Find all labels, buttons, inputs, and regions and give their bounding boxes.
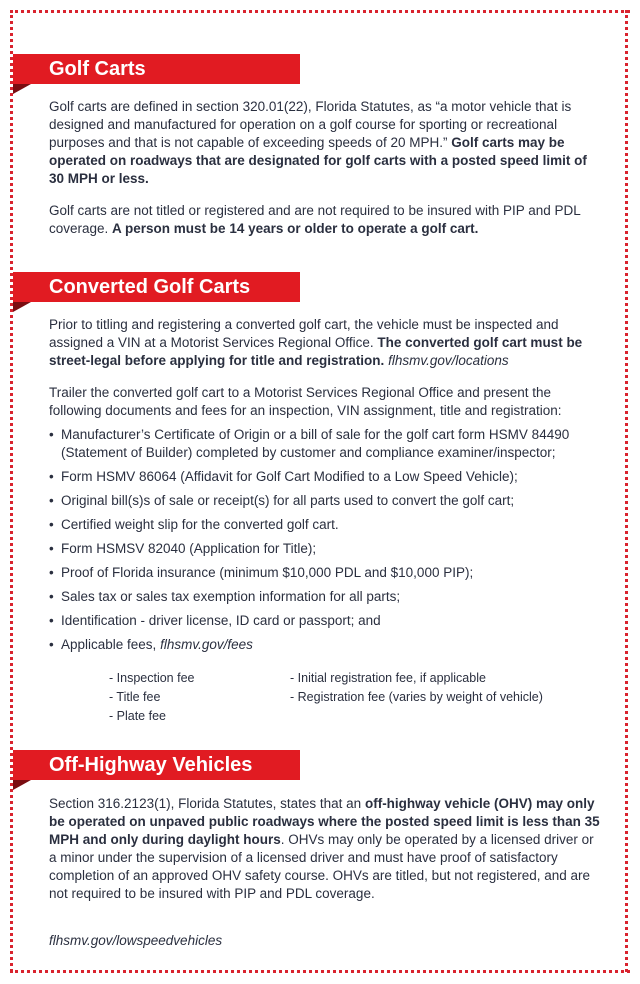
banner-fold bbox=[13, 84, 31, 94]
list-item: • Sales tax or sales tax exemption information for all parts; bbox=[49, 588, 604, 606]
list-item-fees: • Applicable fees, flhsmv.gov/fees bbox=[49, 636, 604, 654]
golf-carts-heading: Golf Carts bbox=[13, 54, 300, 84]
fee-item: - Initial registration fee, if applicable bbox=[290, 669, 543, 688]
list-item: • Certified weight slip for the converted golf cart. bbox=[49, 516, 604, 534]
fee-item: - Inspection fee bbox=[109, 669, 194, 688]
converted-intro: Prior to titling and registering a converted golf cart, the vehicle must be inspected and assigned a VIN at a Motorist Services Regional Office. The converted golf cart must be street-legal before applying for title and registration. flhsmv.gov/locations bbox=[49, 317, 583, 368]
dotted-border-right bbox=[625, 10, 628, 972]
list-item: • Form HSMSV 82040 (Application for Title); bbox=[49, 540, 604, 558]
banner-fold bbox=[13, 302, 31, 312]
list-item: • Form HSMV 86064 (Affidavit for Golf Cart Modified to a Low Speed Vehicle); bbox=[49, 468, 604, 486]
fees-list-right bbox=[290, 669, 543, 707]
converted-instructions: Trailer the converted golf cart to a Motorist Services Regional Office and present the following documents and fees for an inspection, VIN assignment, title and registration: bbox=[49, 385, 562, 418]
fee-item: - Title fee bbox=[109, 688, 194, 707]
fee-item: - Registration fee (varies by weight of vehicle) bbox=[290, 688, 543, 707]
lowspeedvehicles-link[interactable]: flhsmv.gov/lowspeedvehicles bbox=[49, 933, 223, 948]
fees-list-left bbox=[109, 669, 194, 726]
fee-item: - Plate fee bbox=[109, 707, 194, 726]
list-item: • Proof of Florida insurance (minimum $10,000 PDL and $10,000 PIP); bbox=[49, 564, 604, 582]
document-list bbox=[49, 426, 604, 654]
golf-carts-insurance: Golf carts are not titled or registered and are not required to be insured with PIP and PDL coverage. A person must be 14 years or older to operate a golf cart. bbox=[49, 203, 581, 236]
locations-link[interactable]: flhsmv.gov/locations bbox=[388, 353, 509, 368]
lowspeedvehicles-link-row bbox=[49, 932, 604, 950]
dotted-border-left bbox=[10, 10, 13, 972]
list-item: • Manufacturer’s Certificate of Origin or a bill of sale for the golf cart form HSMV 84490 (Statement of Builder) completed by customer and compliance examiner/inspector; bbox=[49, 426, 604, 462]
fees-link[interactable]: flhsmv.gov/fees bbox=[160, 637, 253, 652]
banner-fold bbox=[13, 780, 31, 790]
off-highway-vehicles-heading: Off-Highway Vehicles bbox=[13, 750, 300, 780]
converted-golf-carts-heading: Converted Golf Carts bbox=[13, 272, 300, 302]
golf-carts-definition: Golf carts are defined in section 320.01(22), Florida Statutes, as “a motor vehicle that is designed and manufactured for operation on a golf course for sporting or recreational purposes and that is not capable of exceeding speeds of 20 MPH.” Golf carts may be operated on roadways that are designated for golf carts with a posted speed limit of 30 MPH or less. bbox=[49, 99, 587, 186]
off-highway-vehicles-section bbox=[49, 795, 604, 903]
converted-golf-carts-section bbox=[49, 316, 604, 660]
list-item: • Identification - driver license, ID card or passport; and bbox=[49, 612, 604, 630]
golf-carts-section bbox=[49, 98, 604, 238]
ohv-paragraph: Section 316.2123(1), Florida Statutes, states that an off-highway vehicle (OHV) may only be operated on unpaved public roadways where the posted speed limit is less than 35 MPH and only during daylight hours. OHVs may only be operated by a licensed driver or a minor under the supervision of a licensed driver and must have proof of satisfactory completion of an approved OHV safety course. OHVs are titled, but not registered, and are not required to be insured with PIP and PDL coverage. bbox=[49, 796, 600, 901]
dotted-border-top bbox=[10, 10, 630, 13]
list-item: • Original bill(s)s of sale or receipt(s) for all parts used to convert the golf cart; bbox=[49, 492, 604, 510]
dotted-border-bottom bbox=[10, 970, 630, 973]
